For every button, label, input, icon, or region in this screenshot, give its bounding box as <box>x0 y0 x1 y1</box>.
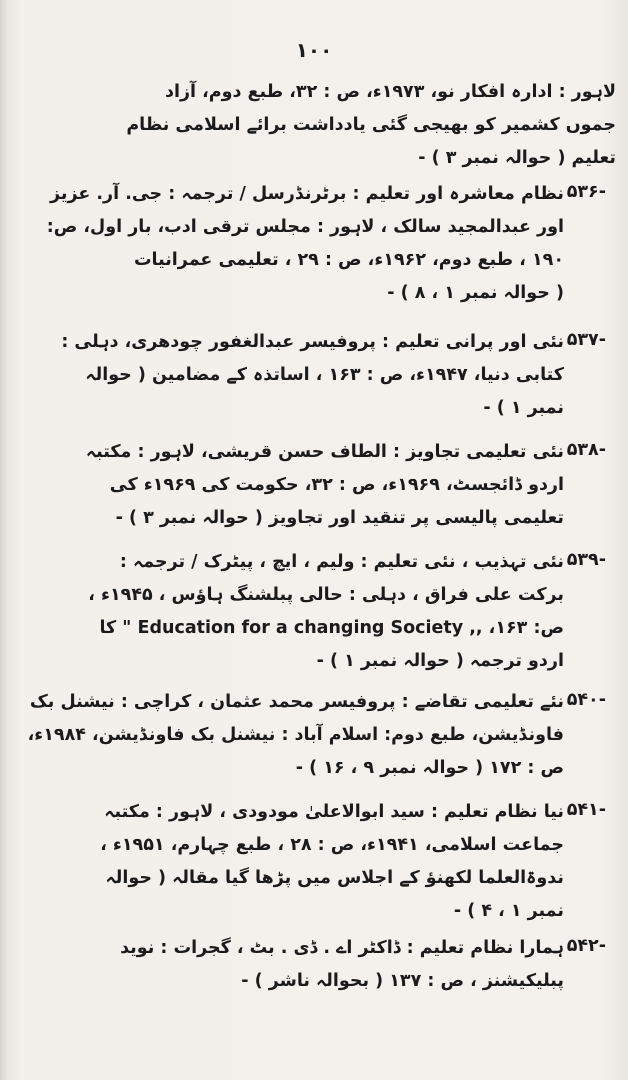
text-line: تعلیمی پالیسی پر تنقید اور تجاویز ( حوالہ نمبر ۳ ) - <box>115 508 564 528</box>
text-line: تعلیم ( حوالہ نمبر ۳ ) - <box>418 148 616 168</box>
text-line: جموں کشمیر کو بھیجی گئی یادداشت برائے اسلامی نظام <box>126 115 616 135</box>
text-line: جماعت اسلامی، ۱۹۴۱ء، ص : ۲۸ ، طبع چہارم، ۱۹۵۱ء ، <box>100 835 564 855</box>
text-line: نئی اور پرانی تعلیم : پروفیسر عبدالغفور چودھری، دہلی : <box>61 332 564 352</box>
text-line: ص : ۱۷۲ ( حوالہ نمبر ۹ ، ۱۶ ) - <box>295 758 564 778</box>
text-line: نئی تہذیب ، نئی تعلیم : ولیم ، ایچ ، پیٹرک / ترجمہ : <box>119 552 564 572</box>
entry-text <box>24 178 564 310</box>
continued-entry <box>22 76 616 175</box>
text-line: ہمارا نظام تعلیم : ڈاکٹر اے . ڈی . بٹ ، گجرات : نوید <box>120 938 564 958</box>
text-line: لاہور : ادارہ افکار نو، ۱۹۷۳ء، ص : ۳۲، طبع دوم، آزاد <box>164 82 616 102</box>
entry-text <box>24 686 564 785</box>
text-line: برکت علی فراق ، دہلی : حالی پبلشنگ ہاؤس ، ۱۹۴۵ء ، <box>88 585 564 605</box>
text-line: اور عبدالمجید سالک ، لاہور : مجلس ترقی ادب، بار اول، ص: <box>46 217 564 237</box>
entry-text <box>24 326 564 425</box>
entry-number: -۵۴۲ <box>566 936 606 956</box>
text-line: نمبر ۱ ) - <box>483 398 564 418</box>
text-line: کتابی دنیا، ۱۹۴۷ء، ص : ۱۶۳ ، اساتذہ کے مضامین ( حوالہ <box>85 365 564 385</box>
page-number: ١٠٠ <box>295 38 333 62</box>
text-line: فاونڈیشن، طبع دوم: اسلام آباد : نیشنل بک فاونڈیشن، ۱۹۸۴ء، <box>27 725 564 745</box>
entry-number: -۵۴۰ <box>566 690 606 710</box>
text-line: پبلیکیشنز ، ص : ۱۳۷ ( بحوالہ ناشر ) - <box>241 971 564 991</box>
entry-number: -۵۴۱ <box>566 800 606 820</box>
text-line: اردو ڈائجسٹ، ۱۹۶۹ء، ص : ۳۲، حکومت کی ۱۹۶۹ء کی <box>109 475 564 495</box>
entry-number: -۵۳۸ <box>566 440 606 460</box>
text-line: نظام معاشرہ اور تعلیم : برٹرنڈرسل / ترجمہ : جی. آر. عزیز <box>49 184 564 204</box>
text-line: نمبر ۱ ، ۴ ) - <box>453 901 564 921</box>
entry-text <box>24 546 564 678</box>
text-line: نئی تعلیمی تجاویز : الطاف حسن قریشی، لاہور : مکتبہ <box>85 442 564 462</box>
text-line: نیا نظام تعلیم : سید ابوالاعلیٰ مودودی ، لاہور : مکتبہ <box>104 802 564 822</box>
text-line: اردو ترجمہ ( حوالہ نمبر ۱ ) - <box>316 651 564 671</box>
text-line: ۱۹۰ ، طبع دوم، ۱۹۶۲ء، ص : ۲۹ ، تعلیمی عمرانیات <box>133 250 564 270</box>
entry-number: -۵۳۷ <box>566 330 606 350</box>
entry-number: -۵۳۶ <box>566 182 606 202</box>
text-line: نئے تعلیمی تقاضے : پروفیسر محمد عثمان ، کراچی : نیشنل بک <box>29 692 564 712</box>
entry-text <box>24 932 564 998</box>
entry-text <box>24 436 564 535</box>
text-line: ( حوالہ نمبر ۱ ، ۸ ) - <box>387 283 564 303</box>
entry-text <box>24 796 564 928</box>
entry-number: -۵۳۹ <box>566 550 606 570</box>
text-line: ندوۃالعلما لکھنؤ کے اجلاس میں پڑھا گیا مقالہ ( حوالہ <box>105 868 564 888</box>
text-line: ص: ۱۶۳، ,, Education for a changing Society " کا <box>99 618 564 638</box>
